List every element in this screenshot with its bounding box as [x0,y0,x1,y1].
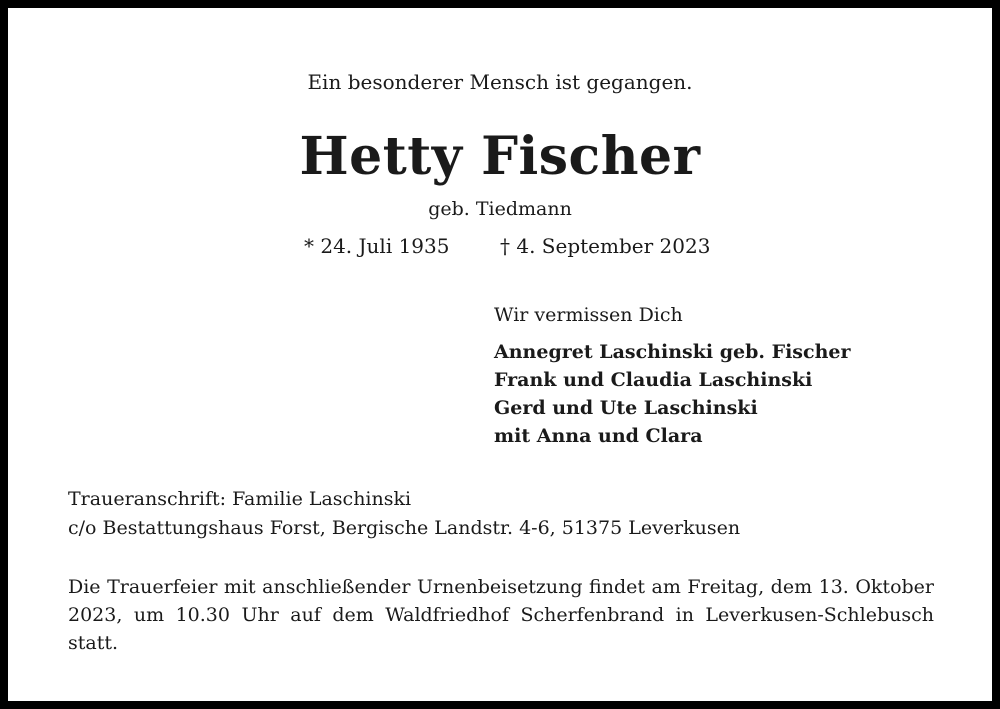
mourners-heading: Wir vermissen Dich [494,304,683,326]
mourner-name: mit Anna und Clara [494,425,703,447]
mourner-name: Frank und Claudia Laschinski [494,369,813,391]
mourner-name: Gerd und Ute Laschinski [494,397,758,419]
birth-date: * 24. Juli 1935 [304,234,450,258]
death-date: † 4. September 2023 [500,234,711,258]
ceremony-notice: Die Trauerfeier mit anschließender Urnenbeisetzung findet am Freitag, dem 13. Oktober 2023, um 10.30 Uhr auf dem Waldfriedhof Scherfenbrand in Leverkusen-Schlebusch statt. [68,576,934,654]
address-line: c/o Bestattungshaus Forst, Bergische Landstr. 4-6, 51375 Leverkusen [68,517,741,539]
deceased-name: Hetty Fischer [299,126,701,187]
mourners-list [494,338,850,450]
mourning-address [68,485,740,543]
intro-line: Ein besonderer Mensch ist gegangen. [307,70,693,94]
address-line: Traueranschrift: Familie Laschinski [68,488,412,510]
mourner-name: Annegret Laschinski geb. Fischer [494,341,851,363]
maiden-name: geb. Tiedmann [428,198,572,220]
